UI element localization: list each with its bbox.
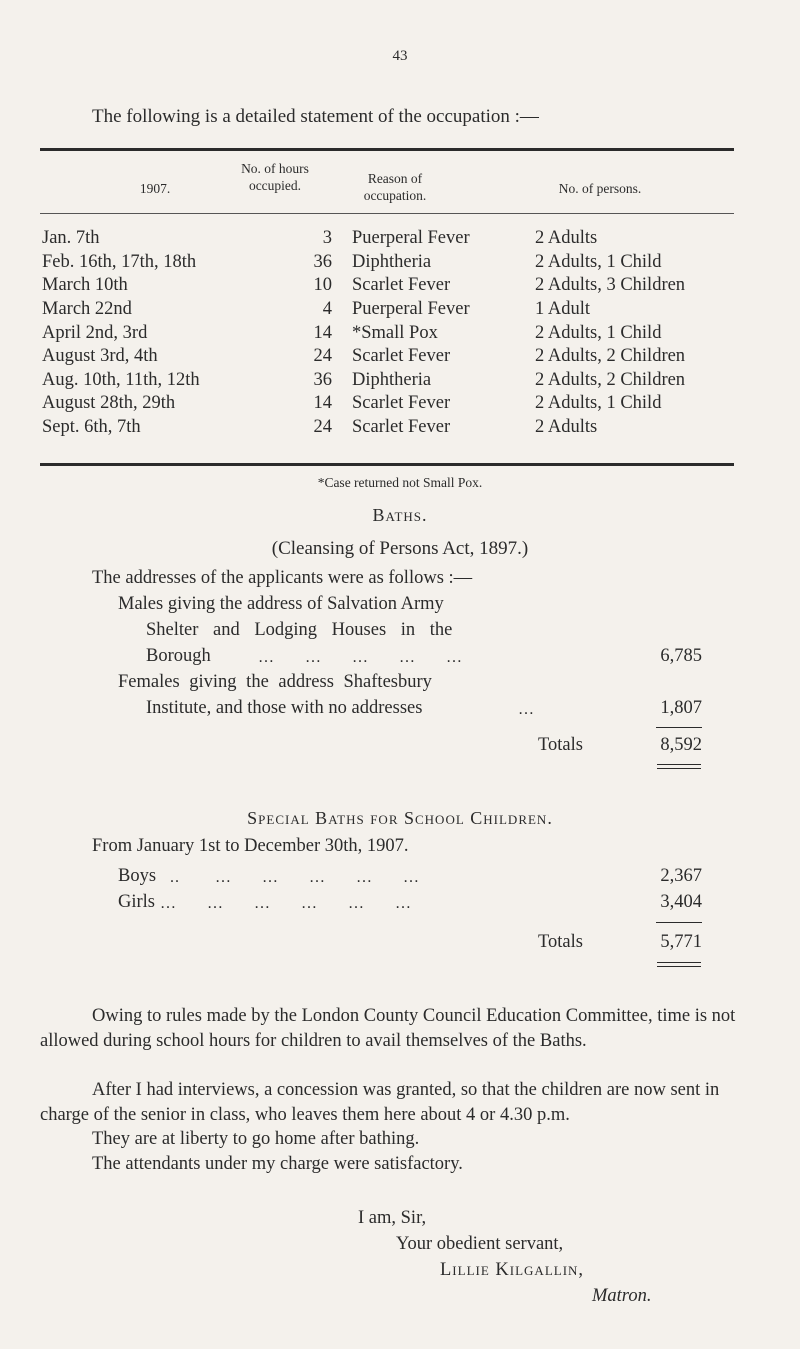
special-period: From January 1st to December 30th, 1907.	[92, 836, 409, 856]
females-value: 1,807	[660, 698, 702, 718]
row-date: April 2nd, 3rd	[42, 322, 148, 343]
males-line-1: Males giving the address of Salvation Army	[118, 594, 444, 614]
baths-totals-value: 8,592	[660, 735, 702, 755]
row-date: Jan. 7th	[42, 228, 100, 249]
row-hours: 24	[313, 346, 332, 367]
boys-label: Boys	[118, 866, 157, 886]
row-reason: Scarlet Fever	[352, 393, 451, 414]
girls-label: Girls	[118, 892, 155, 912]
table-row	[40, 298, 740, 322]
row-date: Sept. 6th, 7th	[42, 417, 141, 438]
row-persons: 1 Adult	[535, 299, 590, 320]
row-reason: Diphtheria	[352, 369, 432, 390]
row-reason: Scarlet Fever	[352, 417, 451, 438]
row-date: March 10th	[42, 275, 128, 296]
table-row	[40, 227, 740, 251]
table-bottom-rule	[40, 463, 734, 466]
row-reason: Scarlet Fever	[352, 275, 451, 296]
baths-lead: The addresses of the applicants were as follows :—	[92, 568, 473, 588]
row-reason: *Small Pox	[352, 322, 438, 343]
table-row	[40, 416, 740, 440]
signoff-name: Lillie Kilgallin,	[440, 1260, 585, 1280]
row-hours: 14	[313, 393, 332, 414]
occupation-table	[40, 227, 740, 439]
baths-subtitle: (Cleansing of Persons Act, 1897.)	[271, 538, 529, 559]
males-line-3: Borough	[146, 646, 211, 666]
header-year: 1907.	[139, 181, 171, 196]
header-persons: No. of persons.	[558, 181, 642, 196]
row-reason: Puerperal Fever	[352, 299, 470, 320]
table-top-rule	[40, 148, 734, 151]
header-hours: No. of hours occupied.	[241, 161, 309, 193]
girls-value: 3,404	[660, 892, 702, 912]
table-row	[40, 251, 740, 275]
males-line-2: Shelter and Lodging Houses in the	[146, 620, 453, 640]
row-persons: 2 Adults	[535, 228, 598, 249]
males-value: 6,785	[660, 646, 702, 666]
row-persons: 2 Adults	[535, 417, 598, 438]
girls-leader-dots: … … … … … …	[160, 895, 412, 912]
signoff-title: Matron.	[592, 1286, 652, 1306]
special-double-rule	[657, 962, 701, 967]
females-leader-dots: …	[518, 701, 535, 718]
row-persons: 2 Adults, 3 Children	[535, 275, 686, 296]
row-date: Feb. 16th, 17th, 18th	[42, 251, 197, 272]
row-persons: 2 Adults, 1 Child	[535, 251, 662, 272]
table-row	[40, 274, 740, 298]
special-totals-label: Totals	[538, 932, 583, 952]
row-hours: 24	[313, 417, 332, 438]
table-row	[40, 321, 740, 345]
row-persons: 2 Adults, 2 Children	[535, 369, 686, 390]
females-line-2: Institute, and those with no addresses	[146, 698, 423, 718]
header-reason: Reason of occupation.	[363, 171, 427, 203]
table-footnote: *Case returned not Small Pox.	[317, 475, 483, 490]
paragraph-concession: After I had interviews, a concession was granted, so that the children are now sent in charge of the senior in class, who leaves them here about 4 or 4.30 p.m.	[40, 1080, 720, 1125]
intro-text: The following is a detailed statement of the occupation :—	[92, 106, 539, 127]
table-header	[40, 160, 734, 218]
row-reason: Diphtheria	[352, 251, 432, 272]
baths-double-rule	[657, 764, 701, 769]
signoff-salutation: I am, Sir,	[358, 1208, 427, 1228]
males-leader-dots: … … … … …	[258, 649, 463, 666]
page-number: 43	[392, 48, 408, 64]
row-persons: 2 Adults, 2 Children	[535, 346, 686, 367]
row-date: August 3rd, 4th	[42, 346, 158, 367]
special-sum-rule	[656, 922, 702, 923]
row-reason: Puerperal Fever	[352, 228, 470, 249]
special-title: Special Baths for School Children.	[247, 808, 553, 828]
row-persons: 2 Adults, 1 Child	[535, 393, 662, 414]
signoff-servant: Your obedient servant,	[396, 1234, 564, 1254]
row-hours: 10	[313, 275, 332, 296]
females-line-1: Females giving the address Shaftesbury	[118, 672, 432, 692]
special-totals-value: 5,771	[660, 932, 702, 952]
table-row	[40, 369, 740, 393]
boys-leader-dots: .. … … … … …	[170, 869, 420, 886]
row-hours: 14	[313, 322, 332, 343]
row-date: March 22nd	[42, 299, 132, 320]
row-persons: 2 Adults, 1 Child	[535, 322, 662, 343]
baths-sum-rule	[656, 727, 702, 728]
boys-value: 2,367	[660, 866, 702, 886]
paragraph-attendants: The attendants under my charge were satisfactory.	[92, 1154, 463, 1174]
row-date: Aug. 10th, 11th, 12th	[42, 369, 200, 390]
row-hours: 4	[322, 299, 332, 320]
table-row	[40, 345, 740, 369]
baths-totals-label: Totals	[538, 735, 583, 755]
row-reason: Scarlet Fever	[352, 346, 451, 367]
row-hours: 36	[313, 369, 332, 390]
row-hours: 3	[322, 228, 332, 249]
table-row	[40, 392, 740, 416]
table-header-rule	[40, 213, 734, 214]
row-hours: 36	[313, 251, 332, 272]
paragraph-liberty: They are at liberty to go home after bathing.	[92, 1129, 420, 1149]
baths-title: Baths.	[372, 505, 428, 525]
paragraph-rules: Owing to rules made by the London County Council Education Committee, time is not allowed during school hours for children to avail themselves of the Baths.	[40, 1006, 736, 1051]
row-date: August 28th, 29th	[42, 393, 176, 414]
